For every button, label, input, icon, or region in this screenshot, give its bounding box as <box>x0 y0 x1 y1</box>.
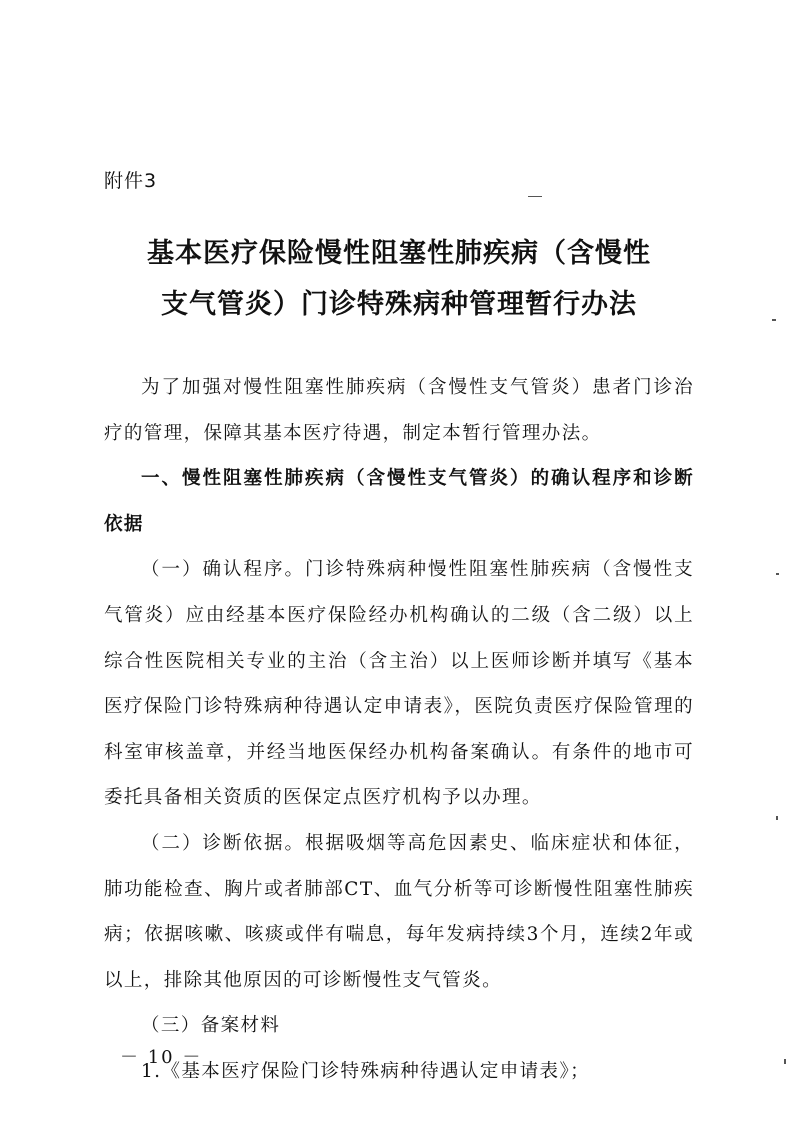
paragraph-diagnostic-basis: （二）诊断依据。根据吸烟等高危因素史、临床症状和体征，肺功能检查、胸片或者肺部CT、血气分析等可诊断慢性阻塞性肺疾病；依据咳嗽、咳痰或伴有喘息，每年发病持续3个月，连续2年或以上，排除其他原因的可诊断慢性支气管炎。 <box>104 832 694 991</box>
list-item-application-form: 1.《基本医疗保险门诊特殊病种待遇认定申请表》； <box>141 1060 591 1082</box>
intro-paragraph: 为了加强对慢性阻塞性肺疾病（含慢性支气管炎）患者门诊治疗的管理，保障其基本医疗待遇，制定本暂行管理办法。 <box>104 377 694 444</box>
document-title <box>104 228 694 330</box>
scan-speck <box>772 319 776 321</box>
page-number: － 10 － <box>120 1047 203 1068</box>
document-body <box>104 365 694 1095</box>
scan-speck <box>528 196 542 197</box>
scan-speck <box>784 1059 786 1064</box>
title-line-2: 支气管炎）门诊特殊病种管理暂行办法 <box>161 289 637 320</box>
scan-speck <box>776 816 778 820</box>
section-heading: 一、慢性阻塞性肺疾病（含慢性支气管炎）的确认程序和诊断依据 <box>104 468 694 535</box>
scan-speck <box>776 573 779 575</box>
title-line-1: 基本医疗保险慢性阻塞性肺疾病（含慢性 <box>147 238 651 269</box>
paragraph-filing-materials: （三）备案材料 <box>141 1015 281 1037</box>
paragraph-confirmation-procedure: （一）确认程序。门诊特殊病种慢性阻塞性肺疾病（含慢性支气管炎）应由经基本医疗保险经办机构确认的二级（含二级）以上综合性医院相关专业的主治（含主治）以上医师诊断并填写《基本医疗保险门诊特殊病种待遇认定申请表》，医院负责医疗保险管理的科室审核盖章，并经当地医保经办机构备案确认。有条件的地市可委托具备相关资质的医保定点医疗机构予以办理。 <box>104 559 694 809</box>
attachment-label: 附件3 <box>104 170 158 192</box>
